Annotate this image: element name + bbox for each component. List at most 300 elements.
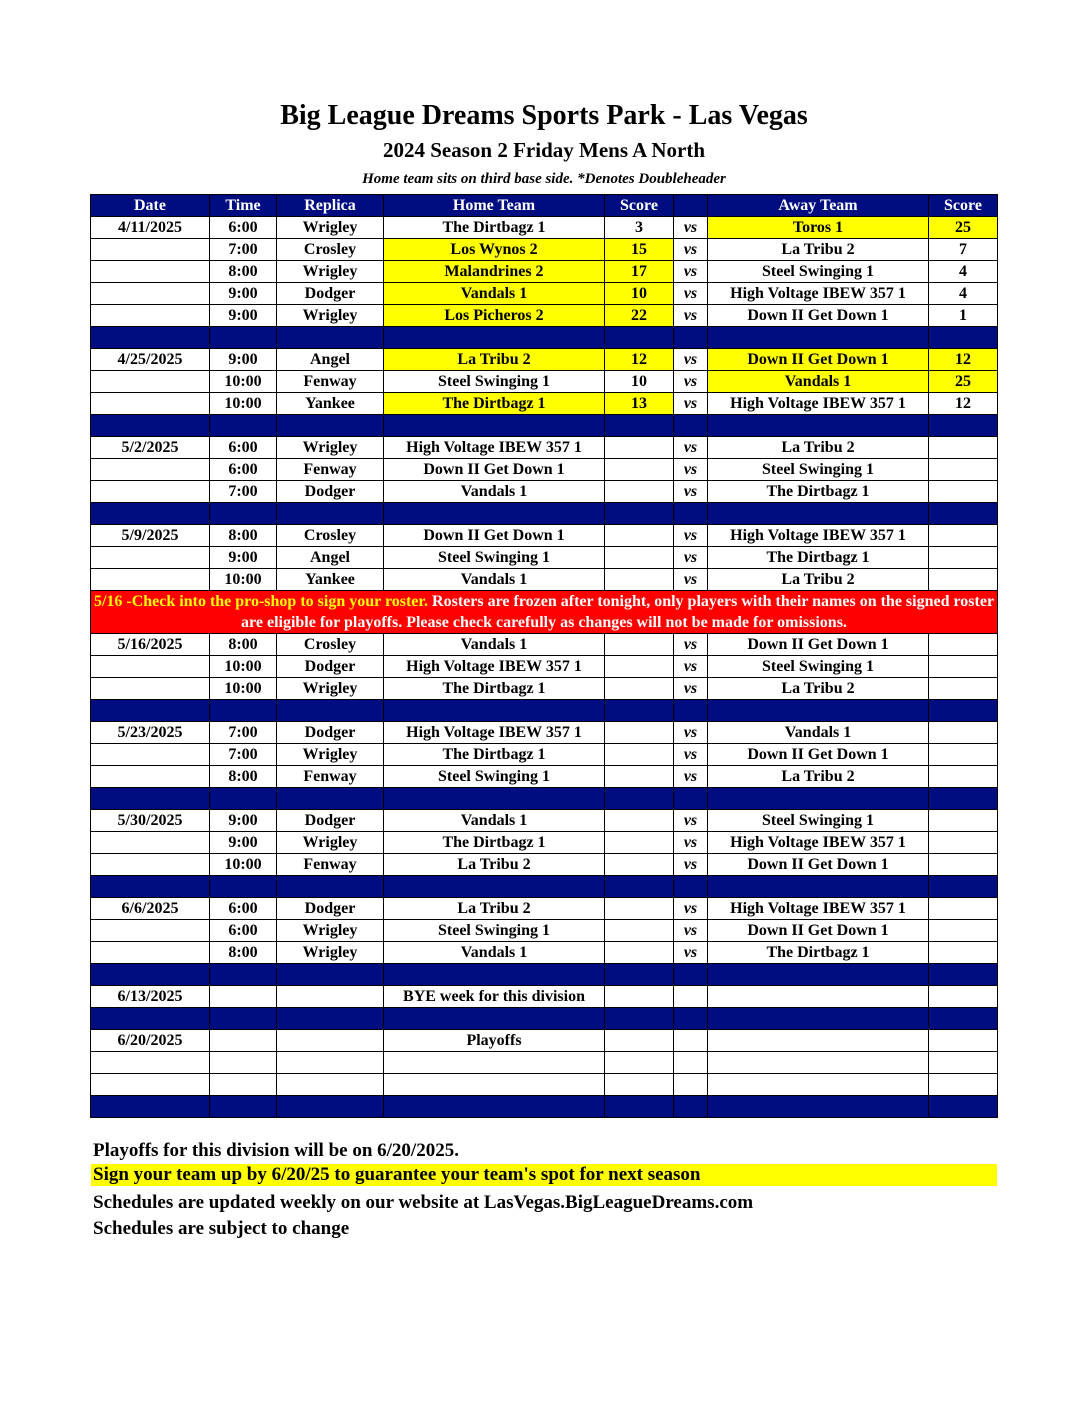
replica-field-cell: Wrigley <box>277 920 384 942</box>
home-team-cell: Los Wynos 2 <box>384 239 605 261</box>
home-score-cell <box>605 766 674 788</box>
roster-notice <box>91 591 998 634</box>
away-score-cell: 4 <box>929 261 998 283</box>
away-team-cell: Steel Swinging 1 <box>708 810 929 832</box>
home-score-cell: 10 <box>605 371 674 393</box>
time-cell: 8:00 <box>210 634 277 656</box>
vs-cell: vs <box>674 239 708 261</box>
separator-cell <box>674 1008 708 1030</box>
vs-cell: vs <box>674 832 708 854</box>
time-cell: 6:00 <box>210 459 277 481</box>
time-cell <box>210 1030 277 1052</box>
game-row <box>91 393 998 415</box>
vs-cell: vs <box>674 371 708 393</box>
time-cell: 6:00 <box>210 217 277 239</box>
away-team-cell: La Tribu 2 <box>708 678 929 700</box>
date-cell <box>91 261 210 283</box>
empty-cell <box>929 1074 998 1096</box>
time-cell: 9:00 <box>210 349 277 371</box>
replica-field-cell: Dodger <box>277 810 384 832</box>
game-row <box>91 437 998 459</box>
away-team-cell: High Voltage IBEW 357 1 <box>708 898 929 920</box>
game-row <box>91 283 998 305</box>
replica-field-cell: Crosley <box>277 239 384 261</box>
home-team-cell: Vandals 1 <box>384 810 605 832</box>
away-team-cell: Vandals 1 <box>708 722 929 744</box>
vs-cell: vs <box>674 437 708 459</box>
vs-cell <box>674 1030 708 1052</box>
vs-cell: vs <box>674 459 708 481</box>
away-team-cell: Steel Swinging 1 <box>708 459 929 481</box>
home-score-cell <box>605 832 674 854</box>
replica-field-cell: Angel <box>277 547 384 569</box>
roster-notice-lead: 5/16 -Check into the pro-shop to sign your roster. <box>93 593 429 610</box>
separator-cell <box>605 415 674 437</box>
time-cell: 10:00 <box>210 656 277 678</box>
home-team-cell: Steel Swinging 1 <box>384 371 605 393</box>
away-team-cell: The Dirtbagz 1 <box>708 481 929 503</box>
col-header-date: Date <box>91 195 210 217</box>
game-row <box>91 854 998 876</box>
separator-cell <box>384 1008 605 1030</box>
separator-cell <box>708 327 929 349</box>
separator-cell <box>929 964 998 986</box>
date-cell: 4/25/2025 <box>91 349 210 371</box>
game-row <box>91 349 998 371</box>
game-row <box>91 766 998 788</box>
away-score-cell <box>929 1030 998 1052</box>
date-cell <box>91 942 210 964</box>
away-score-cell: 12 <box>929 349 998 371</box>
date-cell: 6/13/2025 <box>91 986 210 1008</box>
col-header-time: Time <box>210 195 277 217</box>
home-score-cell <box>605 437 674 459</box>
replica-field-cell: Crosley <box>277 634 384 656</box>
separator-cell <box>929 1008 998 1030</box>
schedule-table <box>90 194 998 1118</box>
week-separator <box>91 503 998 525</box>
home-score-cell <box>605 898 674 920</box>
away-team-cell: Toros 1 <box>708 217 929 239</box>
date-cell <box>91 678 210 700</box>
empty-cell <box>605 1074 674 1096</box>
roster-notice-text: Rosters are frozen after tonight, only players with their names on the signed roster are eligible for playoffs. Please check carefully as changes will not be made for omissions. <box>241 593 995 631</box>
replica-field-cell: Crosley <box>277 525 384 547</box>
col-header-home-team: Home Team <box>384 195 605 217</box>
vs-cell: vs <box>674 766 708 788</box>
home-score-cell: 10 <box>605 283 674 305</box>
week-separator <box>91 788 998 810</box>
away-team-cell: Down II Get Down 1 <box>708 305 929 327</box>
away-score-cell <box>929 722 998 744</box>
away-score-cell <box>929 678 998 700</box>
week-separator <box>91 327 998 349</box>
home-team-cell: Down II Get Down 1 <box>384 459 605 481</box>
separator-cell <box>91 327 210 349</box>
separator-cell <box>91 1008 210 1030</box>
home-team-cell: La Tribu 2 <box>384 854 605 876</box>
separator-cell <box>91 415 210 437</box>
empty-cell <box>277 1074 384 1096</box>
vs-cell: vs <box>674 656 708 678</box>
time-cell: 7:00 <box>210 481 277 503</box>
time-cell: 6:00 <box>210 920 277 942</box>
empty-cell <box>210 1052 277 1074</box>
date-cell <box>91 305 210 327</box>
home-team-cell: The Dirtbagz 1 <box>384 678 605 700</box>
separator-cell <box>210 788 277 810</box>
time-cell: 10:00 <box>210 569 277 591</box>
replica-field-cell: Wrigley <box>277 305 384 327</box>
home-score-cell <box>605 459 674 481</box>
separator-cell <box>605 327 674 349</box>
home-score-cell: 3 <box>605 217 674 239</box>
event-label-cell: BYE week for this division <box>384 986 605 1008</box>
separator-cell <box>605 700 674 722</box>
date-cell: 5/9/2025 <box>91 525 210 547</box>
home-team-cell: High Voltage IBEW 357 1 <box>384 722 605 744</box>
home-team-cell: Los Picheros 2 <box>384 305 605 327</box>
time-cell: 7:00 <box>210 744 277 766</box>
date-cell: 5/2/2025 <box>91 437 210 459</box>
time-cell <box>210 986 277 1008</box>
away-team-cell: Down II Get Down 1 <box>708 854 929 876</box>
home-score-cell: 22 <box>605 305 674 327</box>
week-separator <box>91 964 998 986</box>
away-team-cell: La Tribu 2 <box>708 437 929 459</box>
date-cell <box>91 393 210 415</box>
home-team-cell: Vandals 1 <box>384 481 605 503</box>
away-score-cell <box>929 766 998 788</box>
vs-cell: vs <box>674 854 708 876</box>
home-score-cell <box>605 1030 674 1052</box>
separator-cell <box>384 876 605 898</box>
separator-cell <box>210 964 277 986</box>
separator-cell <box>605 788 674 810</box>
vs-cell: vs <box>674 547 708 569</box>
replica-field-cell: Wrigley <box>277 832 384 854</box>
replica-field-cell: Angel <box>277 349 384 371</box>
separator-cell <box>277 788 384 810</box>
separator-cell <box>605 1096 674 1118</box>
replica-field-cell: Yankee <box>277 393 384 415</box>
separator-cell <box>384 503 605 525</box>
vs-cell: vs <box>674 283 708 305</box>
event-row <box>91 1030 998 1052</box>
game-row <box>91 481 998 503</box>
vs-cell: vs <box>674 810 708 832</box>
away-team-cell <box>708 1030 929 1052</box>
home-score-cell: 15 <box>605 239 674 261</box>
time-cell: 10:00 <box>210 854 277 876</box>
separator-cell <box>674 876 708 898</box>
away-score-cell <box>929 437 998 459</box>
empty-cell <box>605 1052 674 1074</box>
separator-cell <box>708 788 929 810</box>
game-row <box>91 656 998 678</box>
home-score-cell <box>605 986 674 1008</box>
footer-signup: Sign your team up by 6/20/25 to guarantee your team's spot for next season <box>91 1164 997 1186</box>
game-row <box>91 217 998 239</box>
time-cell: 10:00 <box>210 393 277 415</box>
date-cell: 6/6/2025 <box>91 898 210 920</box>
home-score-cell <box>605 722 674 744</box>
date-cell <box>91 832 210 854</box>
time-cell: 10:00 <box>210 678 277 700</box>
event-label-cell: Playoffs <box>384 1030 605 1052</box>
game-row <box>91 810 998 832</box>
home-team-cell: The Dirtbagz 1 <box>384 832 605 854</box>
time-cell: 8:00 <box>210 942 277 964</box>
replica-field-cell: Dodger <box>277 656 384 678</box>
home-team-cell: Steel Swinging 1 <box>384 766 605 788</box>
away-score-cell <box>929 459 998 481</box>
separator-cell <box>210 1008 277 1030</box>
page-title: Big League Dreams Sports Park - Las Vegas <box>280 100 808 131</box>
vs-cell: vs <box>674 569 708 591</box>
schedule-note: Home team sits on third base side. *Denotes Doubleheader <box>362 171 726 187</box>
vs-cell: vs <box>674 722 708 744</box>
away-team-cell: High Voltage IBEW 357 1 <box>708 283 929 305</box>
time-cell: 9:00 <box>210 283 277 305</box>
vs-cell: vs <box>674 349 708 371</box>
empty-cell <box>708 1074 929 1096</box>
game-row <box>91 459 998 481</box>
game-row <box>91 920 998 942</box>
away-team-cell: Steel Swinging 1 <box>708 261 929 283</box>
home-team-cell: The Dirtbagz 1 <box>384 217 605 239</box>
vs-cell: vs <box>674 261 708 283</box>
replica-field-cell: Dodger <box>277 722 384 744</box>
replica-field-cell: Wrigley <box>277 744 384 766</box>
separator-cell <box>277 876 384 898</box>
vs-cell: vs <box>674 920 708 942</box>
vs-cell: vs <box>674 393 708 415</box>
footer-website: Schedules are updated weekly on our website at LasVegas.BigLeagueDreams.com <box>93 1192 754 1213</box>
separator-cell <box>605 964 674 986</box>
home-team-cell: Vandals 1 <box>384 942 605 964</box>
time-cell: 9:00 <box>210 832 277 854</box>
time-cell: 8:00 <box>210 766 277 788</box>
empty-cell <box>384 1052 605 1074</box>
away-score-cell: 4 <box>929 283 998 305</box>
home-team-cell: Steel Swinging 1 <box>384 920 605 942</box>
separator-cell <box>674 1096 708 1118</box>
replica-field-cell: Wrigley <box>277 217 384 239</box>
home-team-cell: Vandals 1 <box>384 634 605 656</box>
separator-cell <box>708 964 929 986</box>
away-team-cell: Down II Get Down 1 <box>708 920 929 942</box>
empty-cell <box>210 1074 277 1096</box>
separator-cell <box>674 327 708 349</box>
game-row <box>91 239 998 261</box>
time-cell: 9:00 <box>210 810 277 832</box>
separator-cell <box>277 700 384 722</box>
separator-cell <box>277 503 384 525</box>
separator-cell <box>674 788 708 810</box>
separator-cell <box>929 788 998 810</box>
away-score-cell <box>929 832 998 854</box>
away-team-cell: La Tribu 2 <box>708 766 929 788</box>
game-row <box>91 371 998 393</box>
home-score-cell: 17 <box>605 261 674 283</box>
away-score-cell <box>929 986 998 1008</box>
separator-cell <box>277 1096 384 1118</box>
home-team-cell: Vandals 1 <box>384 569 605 591</box>
away-team-cell: La Tribu 2 <box>708 239 929 261</box>
home-team-cell: Down II Get Down 1 <box>384 525 605 547</box>
separator-cell <box>91 1096 210 1118</box>
separator-cell <box>929 700 998 722</box>
date-cell: 6/20/2025 <box>91 1030 210 1052</box>
home-score-cell <box>605 678 674 700</box>
replica-field-cell: Wrigley <box>277 261 384 283</box>
separator-cell <box>708 1096 929 1118</box>
separator-cell <box>929 503 998 525</box>
vs-cell: vs <box>674 525 708 547</box>
away-score-cell <box>929 810 998 832</box>
date-cell <box>91 854 210 876</box>
empty-cell <box>674 1074 708 1096</box>
separator-cell <box>708 876 929 898</box>
home-score-cell <box>605 854 674 876</box>
away-team-cell <box>708 986 929 1008</box>
game-row <box>91 898 998 920</box>
home-score-cell <box>605 481 674 503</box>
game-row <box>91 722 998 744</box>
replica-field-cell: Dodger <box>277 283 384 305</box>
replica-field-cell: Wrigley <box>277 678 384 700</box>
time-cell: 10:00 <box>210 371 277 393</box>
empty-cell <box>91 1052 210 1074</box>
home-team-cell: Malandrines 2 <box>384 261 605 283</box>
date-cell <box>91 744 210 766</box>
empty-cell <box>91 1074 210 1096</box>
week-separator <box>91 700 998 722</box>
header-row <box>91 195 998 217</box>
home-score-cell <box>605 744 674 766</box>
home-score-cell <box>605 547 674 569</box>
away-score-cell: 12 <box>929 393 998 415</box>
home-score-cell <box>605 634 674 656</box>
away-team-cell: Down II Get Down 1 <box>708 634 929 656</box>
date-cell <box>91 547 210 569</box>
away-team-cell: High Voltage IBEW 357 1 <box>708 393 929 415</box>
away-score-cell <box>929 569 998 591</box>
date-cell: 5/23/2025 <box>91 722 210 744</box>
game-row <box>91 261 998 283</box>
away-team-cell: The Dirtbagz 1 <box>708 547 929 569</box>
replica-field-cell: Fenway <box>277 766 384 788</box>
time-cell: 6:00 <box>210 437 277 459</box>
away-score-cell <box>929 547 998 569</box>
footer-playoffs: Playoffs for this division will be on 6/20/2025. <box>93 1140 459 1161</box>
empty-cell <box>929 1052 998 1074</box>
away-score-cell <box>929 656 998 678</box>
home-score-cell <box>605 525 674 547</box>
separator-cell <box>91 964 210 986</box>
home-score-cell: 12 <box>605 349 674 371</box>
separator-cell <box>605 503 674 525</box>
separator-cell <box>384 788 605 810</box>
home-team-cell: The Dirtbagz 1 <box>384 393 605 415</box>
replica-field-cell <box>277 1030 384 1052</box>
replica-field-cell: Wrigley <box>277 437 384 459</box>
schedule-body <box>91 217 998 1118</box>
away-team-cell: Steel Swinging 1 <box>708 656 929 678</box>
separator-cell <box>384 327 605 349</box>
date-cell <box>91 569 210 591</box>
replica-field-cell <box>277 986 384 1008</box>
separator-cell <box>91 503 210 525</box>
separator-cell <box>708 503 929 525</box>
away-score-cell: 25 <box>929 371 998 393</box>
week-separator <box>91 1096 998 1118</box>
away-team-cell: Down II Get Down 1 <box>708 744 929 766</box>
empty-cell <box>384 1074 605 1096</box>
away-team-cell: La Tribu 2 <box>708 569 929 591</box>
time-cell: 8:00 <box>210 525 277 547</box>
date-cell <box>91 481 210 503</box>
away-score-cell <box>929 854 998 876</box>
col-header-away-team: Away Team <box>708 195 929 217</box>
col-header-home-score: Score <box>605 195 674 217</box>
date-cell <box>91 371 210 393</box>
separator-cell <box>605 876 674 898</box>
empty-cell <box>708 1052 929 1074</box>
separator-cell <box>384 700 605 722</box>
empty-cell <box>277 1052 384 1074</box>
home-score-cell <box>605 920 674 942</box>
home-team-cell: La Tribu 2 <box>384 898 605 920</box>
date-cell: 5/30/2025 <box>91 810 210 832</box>
separator-cell <box>674 964 708 986</box>
replica-field-cell: Fenway <box>277 459 384 481</box>
game-row <box>91 942 998 964</box>
vs-cell: vs <box>674 305 708 327</box>
separator-cell <box>210 700 277 722</box>
home-team-cell: Steel Swinging 1 <box>384 547 605 569</box>
vs-cell: vs <box>674 481 708 503</box>
separator-cell <box>929 327 998 349</box>
separator-cell <box>674 415 708 437</box>
away-score-cell <box>929 920 998 942</box>
game-row <box>91 832 998 854</box>
game-row <box>91 525 998 547</box>
home-team-cell: The Dirtbagz 1 <box>384 744 605 766</box>
away-score-cell <box>929 744 998 766</box>
event-row <box>91 986 998 1008</box>
time-cell: 6:00 <box>210 898 277 920</box>
date-cell: 4/11/2025 <box>91 217 210 239</box>
date-cell <box>91 239 210 261</box>
game-row <box>91 744 998 766</box>
replica-field-cell: Dodger <box>277 898 384 920</box>
away-score-cell: 25 <box>929 217 998 239</box>
away-team-cell: High Voltage IBEW 357 1 <box>708 525 929 547</box>
away-score-cell <box>929 634 998 656</box>
vs-cell: vs <box>674 744 708 766</box>
separator-cell <box>210 503 277 525</box>
date-cell <box>91 656 210 678</box>
home-score-cell <box>605 942 674 964</box>
home-team-cell: High Voltage IBEW 357 1 <box>384 437 605 459</box>
away-score-cell <box>929 942 998 964</box>
separator-cell <box>210 415 277 437</box>
week-separator <box>91 415 998 437</box>
away-score-cell <box>929 525 998 547</box>
away-score-cell <box>929 481 998 503</box>
